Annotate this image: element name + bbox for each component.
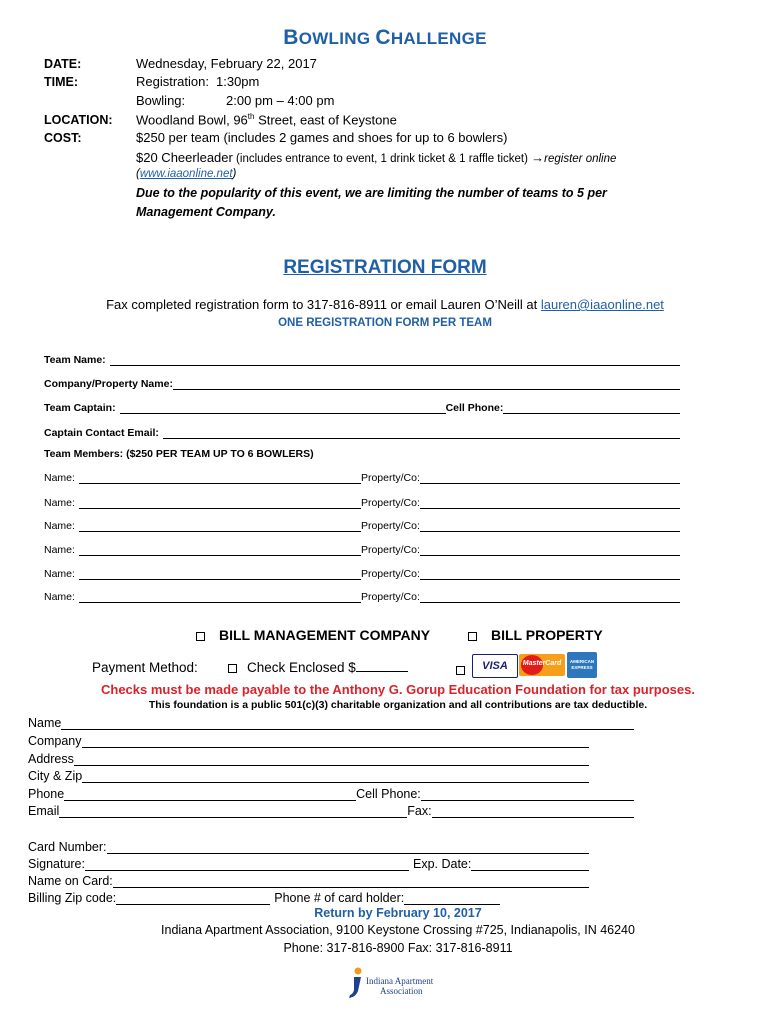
contact-email-label: Email — [28, 804, 60, 818]
member-property-field[interactable] — [420, 520, 680, 532]
title-letter: C — [375, 26, 391, 49]
cost-cheerleader — [136, 150, 616, 165]
captain-label: Team Captain: — [44, 402, 116, 414]
credit-card-checkbox[interactable] — [456, 666, 465, 675]
contact-cell-field[interactable] — [421, 787, 634, 801]
billing-zip-label: Billing Zip code: — [28, 891, 117, 905]
member-property-label: Property/Co: — [360, 544, 420, 556]
billing-zip-row — [28, 889, 500, 905]
event-location — [136, 112, 397, 127]
cheerleader-price: $20 Cheerleader — [136, 150, 233, 165]
logo-mark-icon — [346, 967, 366, 999]
location-text: Woodland Bowl, 96 — [136, 112, 248, 128]
paren: ) — [232, 168, 237, 180]
signature-field[interactable] — [85, 857, 409, 871]
contact-address-field[interactable] — [74, 752, 589, 766]
holder-phone-label: Phone # of card holder: — [274, 891, 405, 905]
arrow-icon: → — [531, 150, 545, 165]
company-label: Company/Property Name: — [44, 378, 173, 390]
event-date: Wednesday, February 22, 2017 — [136, 56, 317, 71]
contact-name-row — [28, 714, 634, 730]
member-name-field[interactable] — [79, 472, 361, 484]
bill-property-label: BILL PROPERTY — [491, 627, 603, 643]
association-phone-fax: Phone: 317-816-8900 Fax: 317-816-8911 — [283, 941, 513, 955]
captain-email-row — [44, 425, 680, 439]
contact-city-zip-label: City & Zip — [28, 769, 83, 783]
cheerleader-details: (includes entrance to event, 1 drink ticket & 1 raffle ticket) — [232, 153, 532, 165]
card-number-label: Card Number: — [28, 840, 107, 854]
billing-zip-field[interactable] — [116, 891, 270, 905]
member-row — [44, 518, 680, 532]
contact-email-row — [28, 802, 634, 818]
page-title — [0, 26, 770, 50]
contact-name-label: Name — [28, 716, 62, 730]
fax-text: Fax completed registration form to 317-816-8911 or email Lauren O’Neill at — [106, 297, 541, 312]
mastercard-card-icon — [519, 654, 565, 676]
contact-phone-row — [28, 785, 634, 801]
time-label: TIME: — [44, 75, 79, 89]
checks-payable-note: Checks must be made payable to the Anthony G. Gorup Education Foundation for tax purposes. — [101, 682, 695, 697]
register-online-text: register online — [544, 153, 617, 165]
logo-line2: Association — [380, 986, 423, 996]
payment-method-label: Payment Method: — [92, 660, 198, 675]
cost-label: COST: — [44, 131, 82, 145]
member-property-field[interactable] — [420, 568, 680, 580]
contact-name-field[interactable] — [61, 716, 634, 730]
contact-address-row — [28, 750, 589, 766]
cell-phone-field[interactable] — [503, 402, 680, 414]
contact-city-zip-field[interactable] — [82, 769, 589, 783]
member-name-field[interactable] — [79, 591, 361, 603]
exp-date-label: Exp. Date: — [412, 857, 472, 871]
team-name-label: Team Name: — [44, 354, 106, 366]
team-limit-line2: Management Company. — [136, 205, 276, 219]
paren: ( — [136, 168, 140, 180]
mastercard-label: MasterCard — [522, 660, 562, 667]
contact-address-label: Address — [28, 752, 74, 766]
captain-email-label: Captain Contact Email: — [44, 427, 159, 439]
register-online-link[interactable]: www.iaaonline.net — [139, 168, 233, 180]
member-name-label: Name: — [44, 568, 75, 580]
bowling-time-value: 2:00 pm – 4:00 pm — [226, 93, 335, 108]
signature-label: Signature: — [28, 857, 85, 871]
member-row — [44, 542, 680, 556]
amex-card-icon — [567, 652, 597, 678]
team-name-row — [44, 352, 680, 366]
location-label: LOCATION: — [44, 113, 113, 127]
member-property-label: Property/Co: — [360, 568, 420, 580]
association-logo — [346, 967, 446, 999]
bill-management-checkbox[interactable] — [196, 632, 205, 641]
cost-team: $250 per team (includes 2 games and shoes for up to 6 bowlers) — [136, 130, 508, 145]
member-property-label: Property/Co: — [360, 520, 420, 532]
association-address: Indiana Apartment Association, 9100 Keystone Crossing #725, Indianapolis, IN 46240 — [161, 923, 635, 937]
member-name-label: Name: — [44, 520, 75, 532]
logo-text — [366, 976, 433, 996]
member-row — [44, 566, 680, 580]
member-name-field[interactable] — [79, 520, 361, 532]
fax-instructions — [0, 297, 770, 312]
name-on-card-label: Name on Card: — [28, 874, 113, 888]
company-row — [44, 376, 680, 390]
bowling-time — [136, 93, 334, 108]
member-name-label: Name: — [44, 472, 75, 484]
visa-card-icon — [472, 654, 518, 678]
member-property-label: Property/Co: — [360, 497, 420, 509]
member-name-label: Name: — [44, 544, 75, 556]
name-on-card-field[interactable] — [113, 874, 589, 888]
title-text: HALLENGE — [390, 29, 487, 48]
contact-company-label: Company — [28, 734, 82, 748]
cell-phone-label: Cell Phone: — [445, 402, 504, 414]
bill-property-option[interactable] — [468, 627, 603, 643]
foundation-note: This foundation is a public 501(c)(3) charitable organization and all contributions are tax deductible. — [148, 699, 648, 711]
return-by-date: Return by February 10, 2017 — [314, 906, 482, 920]
title-text: OWLING — [298, 29, 376, 48]
contact-phone-label: Phone — [28, 787, 65, 801]
card-number-field[interactable] — [107, 840, 590, 854]
register-url-line — [136, 168, 236, 180]
date-label: DATE: — [44, 57, 82, 71]
logo-line1: Indiana Apartment — [366, 976, 434, 986]
bowling-time-label: Bowling: — [136, 93, 186, 108]
check-enclosed-option[interactable] — [228, 660, 408, 675]
member-row — [44, 495, 680, 509]
name-on-card-row — [28, 872, 589, 888]
check-enclosed-checkbox[interactable] — [228, 664, 237, 673]
contact-fax-label: Fax: — [407, 804, 432, 818]
check-enclosed-label: Check Enclosed $ — [247, 660, 356, 675]
member-property-field[interactable] — [420, 472, 680, 484]
team-members-heading: Team Members: ($250 PER TEAM UP TO 6 BOWLERS) — [44, 448, 314, 460]
amex-label: AMERICAN EXPRESS — [569, 659, 595, 670]
member-name-field[interactable] — [79, 544, 361, 556]
team-limit-line1: Due to the popularity of this event, we are limiting the number of teams to 5 per — [136, 186, 607, 200]
registration-time-label: Registration: — [136, 74, 209, 89]
captain-field[interactable] — [120, 402, 446, 414]
exp-date-field[interactable] — [471, 857, 589, 871]
card-number-row — [28, 838, 589, 854]
location-superscript: th — [247, 112, 255, 121]
member-property-label: Property/Co: — [360, 472, 420, 484]
member-property-field[interactable] — [420, 591, 680, 603]
bill-management-option[interactable] — [196, 627, 430, 643]
member-name-label: Name: — [44, 591, 75, 603]
holder-phone-field[interactable] — [404, 891, 500, 905]
contact-fax-field[interactable] — [432, 804, 634, 818]
member-property-label: Property/Co: — [360, 591, 420, 603]
title-letter: B — [283, 26, 299, 49]
team-name-field[interactable] — [110, 354, 680, 366]
registration-time — [136, 74, 259, 89]
registration-time-value: 1:30pm — [216, 74, 260, 89]
registration-form-heading: REGISTRATION FORM — [283, 257, 487, 278]
contact-phone-field[interactable] — [64, 787, 356, 801]
location-text: Street, east of Keystone — [254, 112, 397, 128]
member-property-field[interactable] — [420, 544, 680, 556]
member-row — [44, 589, 680, 603]
contact-company-field[interactable] — [82, 734, 590, 748]
captain-row — [44, 400, 680, 414]
contact-cell-label: Cell Phone: — [356, 787, 421, 801]
member-name-field[interactable] — [79, 568, 361, 580]
contact-city-zip-row — [28, 767, 589, 783]
visa-label: VISA — [482, 660, 508, 672]
company-field[interactable] — [173, 378, 680, 390]
check-amount-field[interactable] — [356, 661, 408, 672]
signature-row — [28, 855, 589, 871]
member-name-label: Name: — [44, 497, 75, 509]
member-name-field[interactable] — [79, 497, 361, 509]
member-property-field[interactable] — [420, 497, 680, 509]
bill-management-label: BILL MANAGEMENT COMPANY — [219, 627, 431, 643]
email-link[interactable]: lauren@iaaonline.net — [540, 297, 664, 312]
bill-property-checkbox[interactable] — [468, 632, 477, 641]
captain-email-field[interactable] — [163, 427, 680, 439]
contact-company-row — [28, 732, 589, 748]
one-form-per-team: ONE REGISTRATION FORM PER TEAM — [278, 317, 492, 329]
contact-email-field[interactable] — [59, 804, 407, 818]
member-row — [44, 470, 680, 484]
